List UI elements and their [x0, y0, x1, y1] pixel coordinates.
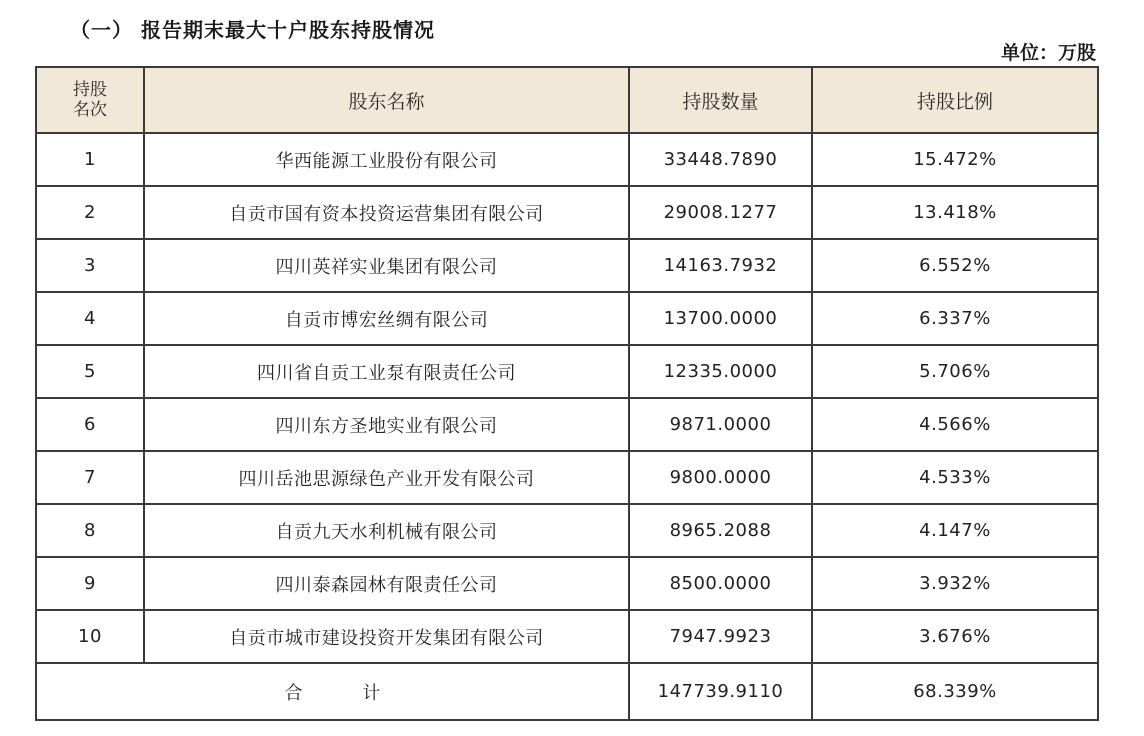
table-row	[36, 133, 1098, 186]
unit-label: 单位：万股	[1000, 42, 1096, 64]
ratio-column-header: 持股比例	[812, 67, 1098, 133]
ratio-cell: 3.676%	[812, 610, 1098, 663]
shares-cell: 8965.2088	[629, 504, 812, 557]
shares-cell: 8500.0000	[629, 557, 812, 610]
table-row	[36, 186, 1098, 239]
ratio-cell: 5.706%	[812, 345, 1098, 398]
name-column-header: 股东名称	[144, 67, 629, 133]
table-row	[36, 557, 1098, 610]
ratio-cell: 4.147%	[812, 504, 1098, 557]
ratio-cell: 4.533%	[812, 451, 1098, 504]
table-row	[36, 292, 1098, 345]
ratio-cell: 6.552%	[812, 239, 1098, 292]
rank-header-line2: 名次	[73, 100, 107, 120]
shareholder-name-cell: 自贡市国有资本投资运营集团有限公司	[144, 186, 629, 239]
rank-column-header	[36, 67, 144, 133]
ratio-cell: 15.472%	[812, 133, 1098, 186]
rank-header-line1: 持股	[73, 80, 107, 100]
rank-cell: 5	[36, 345, 144, 398]
shares-cell: 14163.7932	[629, 239, 812, 292]
shares-cell: 9871.0000	[629, 398, 812, 451]
ratio-cell: 6.337%	[812, 292, 1098, 345]
rank-cell: 10	[36, 610, 144, 663]
shares-cell: 12335.0000	[629, 345, 812, 398]
shareholder-name-cell: 四川省自贡工业泵有限责任公司	[144, 345, 629, 398]
total-label-cell	[36, 663, 629, 720]
shareholder-name-cell: 自贡九天水利机械有限公司	[144, 504, 629, 557]
table-header-row	[36, 67, 1098, 133]
shareholder-name-cell: 四川岳池思源绿色产业开发有限公司	[144, 451, 629, 504]
shareholder-name-cell: 自贡市城市建设投资开发集团有限公司	[144, 610, 629, 663]
table-row	[36, 345, 1098, 398]
rank-cell: 9	[36, 557, 144, 610]
shares-cell: 13700.0000	[629, 292, 812, 345]
table-row	[36, 451, 1098, 504]
table-row	[36, 239, 1098, 292]
shareholder-name-cell: 华西能源工业股份有限公司	[144, 133, 629, 186]
rank-cell: 4	[36, 292, 144, 345]
shareholder-name-cell: 自贡市博宏丝绸有限公司	[144, 292, 629, 345]
shareholder-name-cell: 四川英祥实业集团有限公司	[144, 239, 629, 292]
total-shares-cell: 147739.9110	[629, 663, 812, 720]
total-ratio-cell: 68.339%	[812, 663, 1098, 720]
ratio-cell: 4.566%	[812, 398, 1098, 451]
ratio-cell: 13.418%	[812, 186, 1098, 239]
section-title: （一） 报告期末最大十户股东持股情况	[70, 18, 435, 42]
shareholder-name-cell: 四川东方圣地实业有限公司	[144, 398, 629, 451]
table-row	[36, 504, 1098, 557]
total-label: 合计	[284, 682, 441, 704]
shares-cell: 33448.7890	[629, 133, 812, 186]
rank-cell: 8	[36, 504, 144, 557]
shares-cell: 29008.1277	[629, 186, 812, 239]
rank-cell: 3	[36, 239, 144, 292]
rank-cell: 7	[36, 451, 144, 504]
rank-cell: 1	[36, 133, 144, 186]
ratio-cell: 3.932%	[812, 557, 1098, 610]
rank-cell: 6	[36, 398, 144, 451]
shares-cell: 9800.0000	[629, 451, 812, 504]
shareholder-name-cell: 四川泰森园林有限责任公司	[144, 557, 629, 610]
table-row	[36, 398, 1098, 451]
shares-column-header: 持股数量	[629, 67, 812, 133]
shareholders-table	[35, 66, 1099, 721]
table-row	[36, 610, 1098, 663]
rank-cell: 2	[36, 186, 144, 239]
total-row	[36, 663, 1098, 720]
shares-cell: 7947.9923	[629, 610, 812, 663]
